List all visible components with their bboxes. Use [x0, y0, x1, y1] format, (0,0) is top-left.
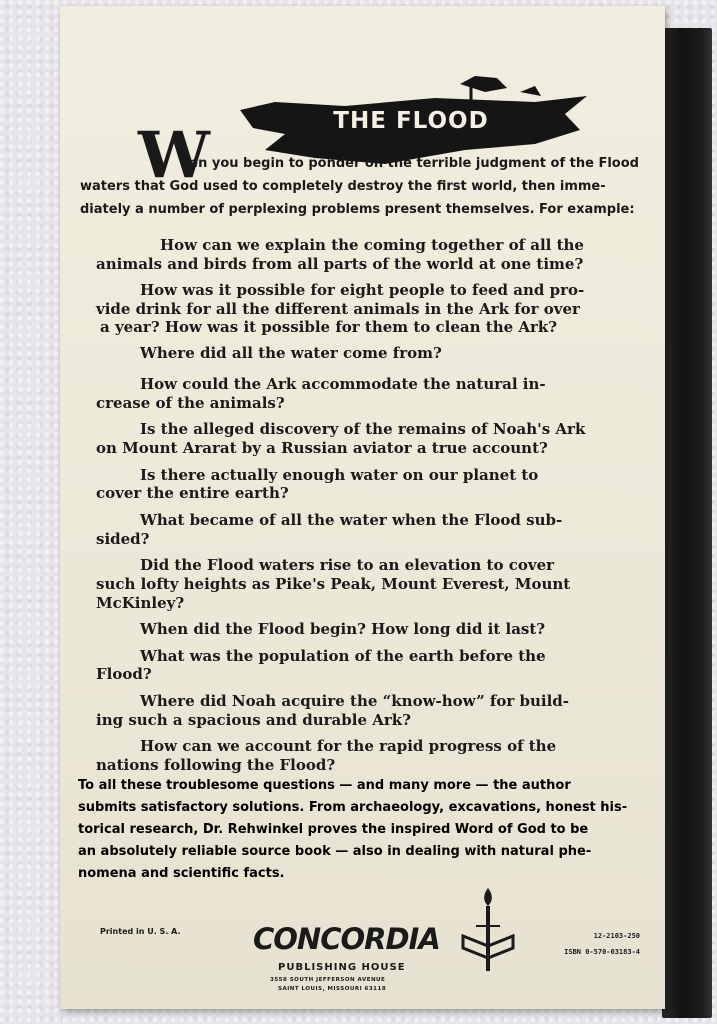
- outro-line: torical research, Dr. Rehwinkel proves the inspired Word of God to be: [78, 822, 589, 837]
- question-line: Is there actually enough water on our planet to: [140, 465, 539, 484]
- question-line: Flood?: [96, 665, 152, 684]
- outro-line: To all these troublesome questions — and many more — the author: [78, 778, 571, 793]
- question-line: nations following the Flood?: [96, 756, 336, 774]
- question-line: animals and birds from all parts of the world at one time?: [96, 254, 584, 273]
- question-line: such lofty heights as Pike's Peak, Mount Everest, Mount: [96, 574, 571, 593]
- drop-cap: W: [138, 118, 210, 193]
- intro-line: waters that God used to completely destroy the first world, then imme-: [80, 179, 606, 194]
- isbn-number: ISBN 0-570-03183-4: [564, 948, 640, 956]
- concordia-logo: CONCORDIA: [253, 922, 440, 956]
- question-line: What was the population of the earth before the: [140, 646, 546, 665]
- book-title: THE FLOOD: [333, 108, 489, 134]
- question-line: What became of all the water when the Flood sub-: [140, 510, 563, 529]
- question-line: Did the Flood waters rise to an elevation to cover: [140, 556, 555, 575]
- publishing-house-label: PUBLISHING HOUSE: [278, 962, 406, 973]
- publisher-address-line: 3558 SOUTH JEFFERSON AVENUE: [270, 977, 386, 983]
- question-line: Where did all the water come from?: [140, 344, 442, 363]
- catalog-number: 12-2103-250: [593, 932, 640, 940]
- printed-in-usa: Printed in U. S. A.: [100, 927, 181, 936]
- question-line: How can we explain the coming together of all the: [160, 236, 584, 254]
- question-line: How can we account for the rapid progress of the: [140, 737, 557, 756]
- question-line: Where did Noah acquire the “know-how” for build-: [140, 691, 570, 710]
- question-line: sided?: [96, 529, 150, 548]
- question-line: cover the entire earth?: [96, 484, 289, 503]
- question-line: McKinley?: [96, 593, 185, 612]
- question-line: When did the Flood begin? How long did it last?: [140, 620, 546, 639]
- question-line: How could the Ark accommodate the natural in-: [140, 375, 546, 394]
- intro-line: hen you begin to ponder on the terrible judgment of the Flood: [180, 156, 639, 171]
- question-line: crease of the animals?: [96, 393, 285, 412]
- question-line: Is the alleged discovery of the remains of Noah's Ark: [140, 420, 586, 439]
- question-line: vide drink for all the different animals in the Ark for over: [96, 300, 580, 319]
- outro-line: an absolutely reliable source book — also in dealing with natural phe-: [78, 844, 592, 859]
- outro-line: nomena and scientific facts.: [78, 866, 285, 881]
- question-line: How was it possible for eight people to feed and pro-: [140, 281, 585, 300]
- publisher-address-line: SAINT LOUIS, MISSOURI 63118: [278, 986, 387, 992]
- question-line: ing such a spacious and durable Ark?: [96, 710, 411, 729]
- question-line: a year? How was it possible for them to clean the Ark?: [100, 317, 558, 336]
- outro-line: submits satisfactory solutions. From archaeology, excavations, honest his-: [78, 800, 628, 815]
- concordia-emblem-icon: [458, 886, 518, 976]
- intro-line: diately a number of perplexing problems present themselves. For example:: [80, 202, 635, 217]
- question-line: on Mount Ararat by a Russian aviator a true account?: [96, 439, 548, 458]
- book-spine: [662, 28, 712, 1018]
